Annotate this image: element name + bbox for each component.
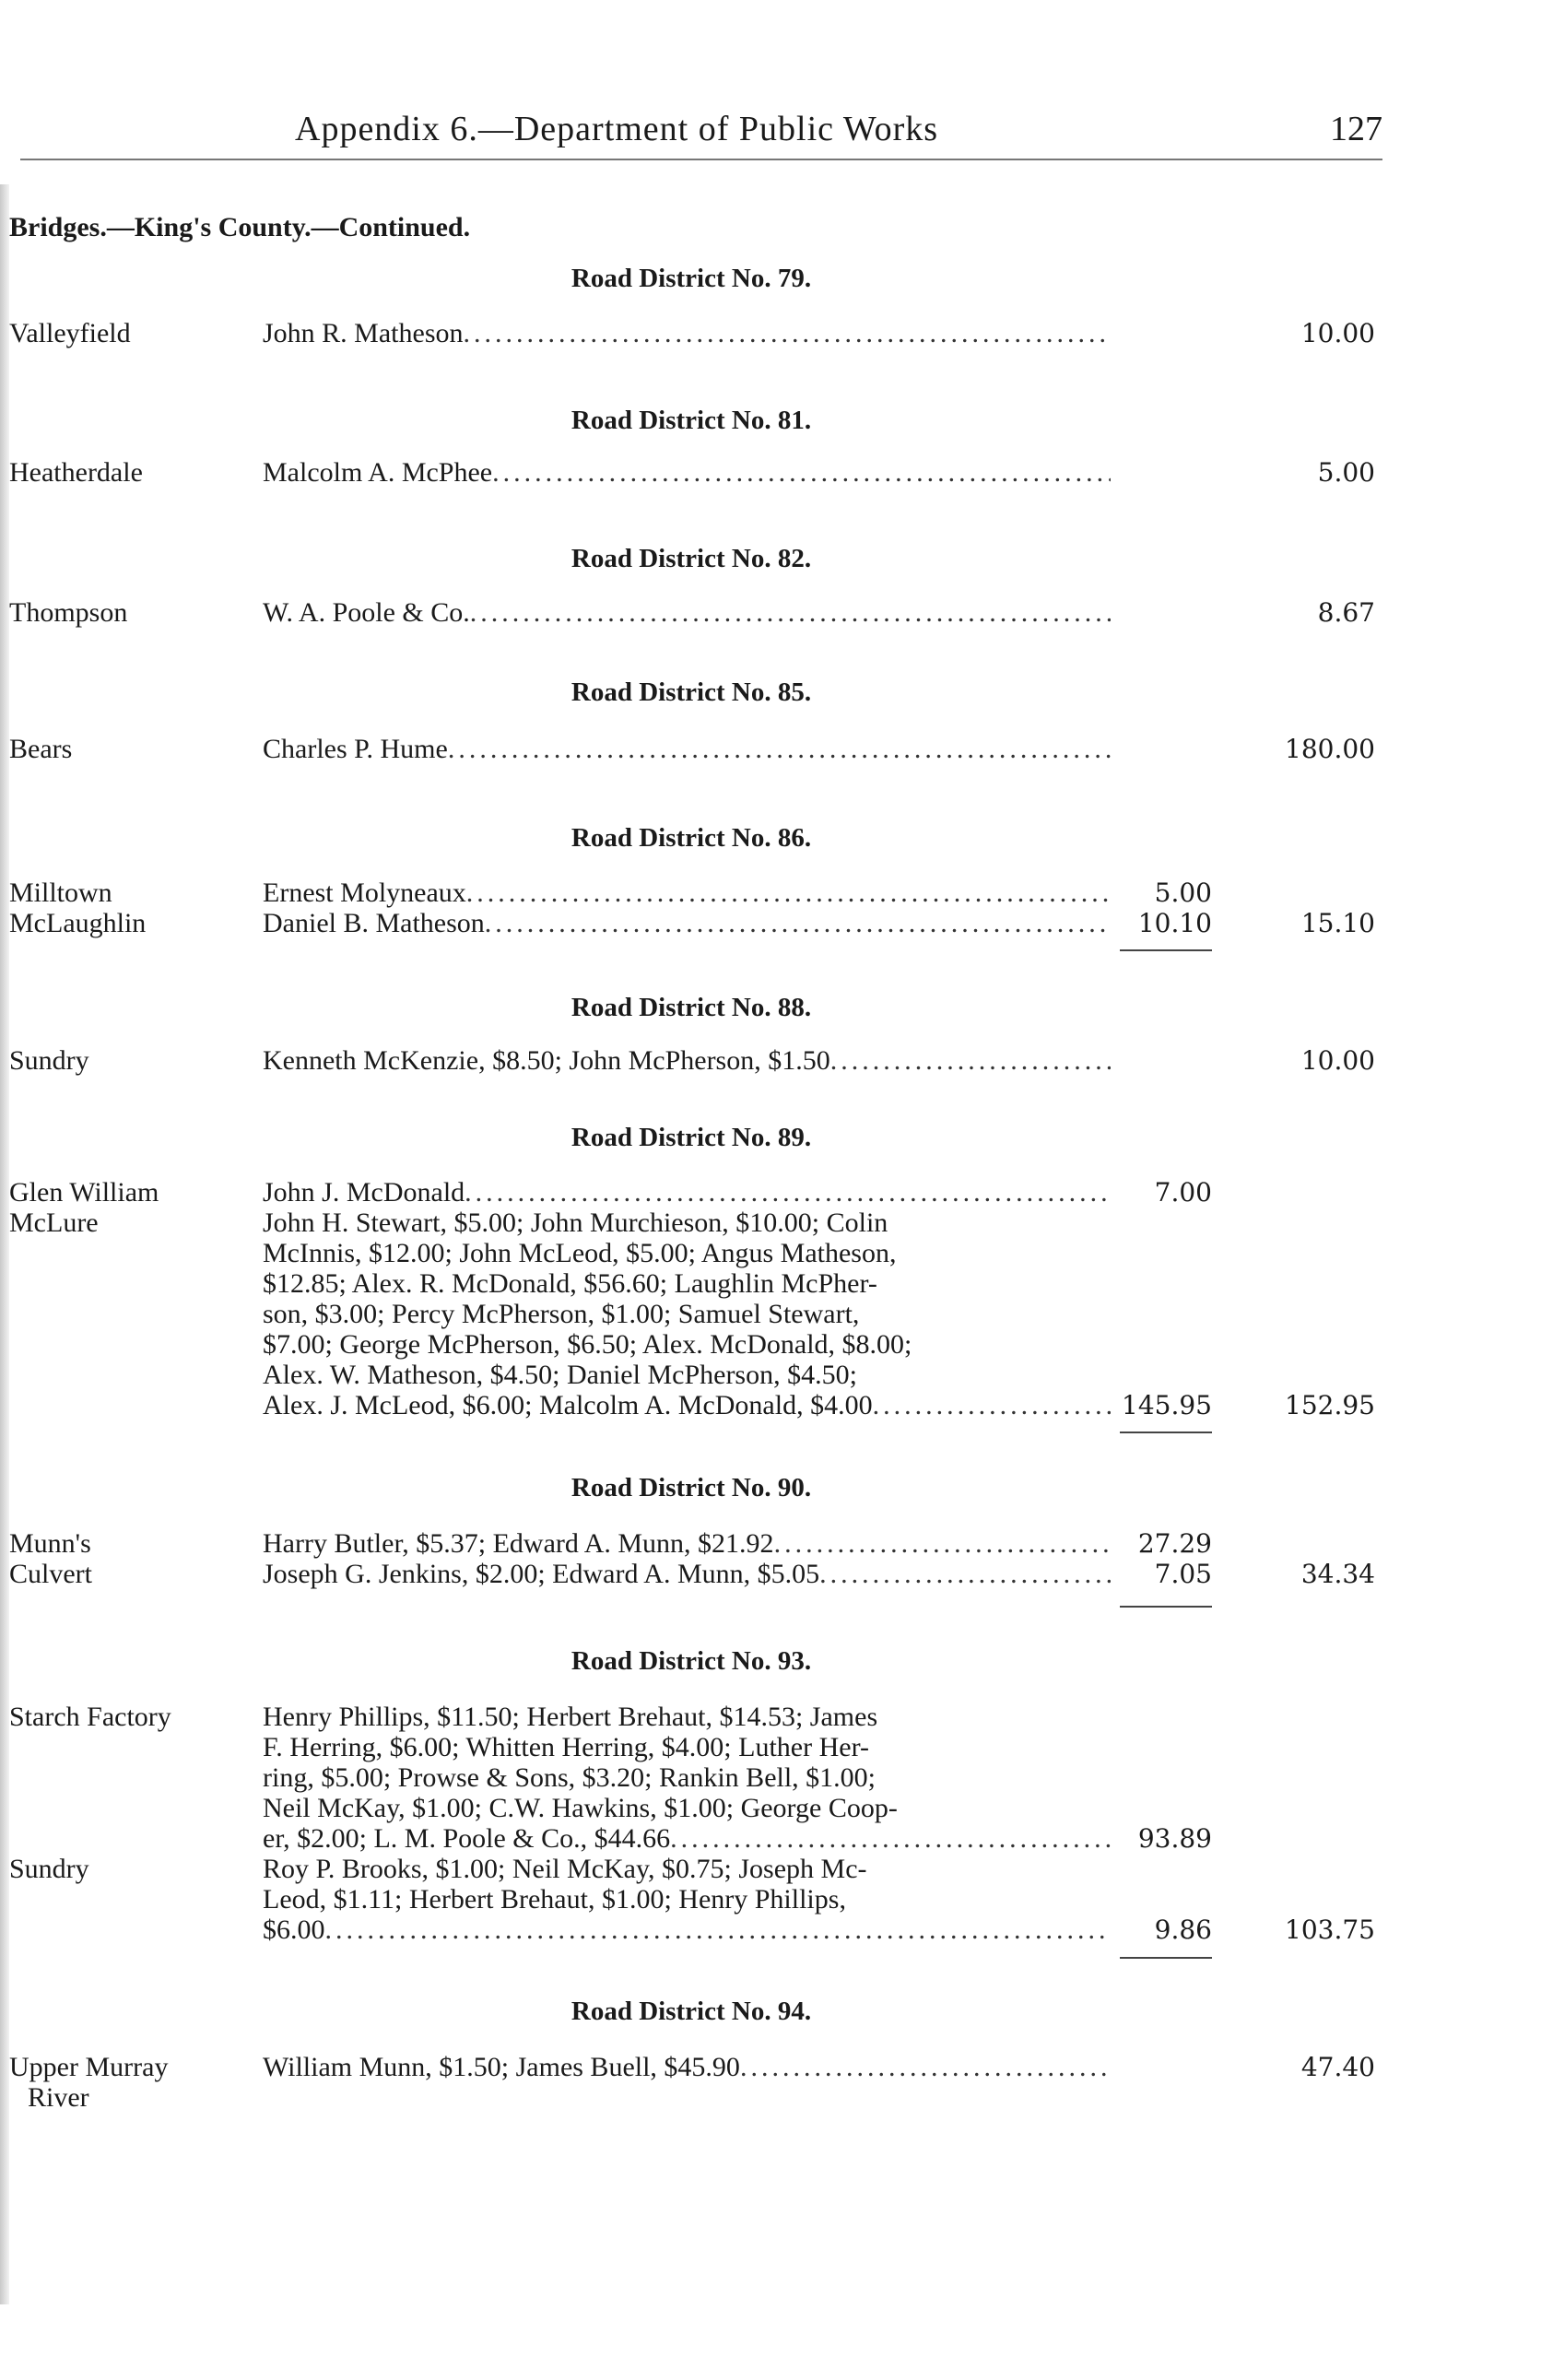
- district-heading: Road District No. 85.: [571, 677, 812, 707]
- place-name: Valleyfield: [9, 318, 131, 348]
- running-title: Appendix 6.—Department of Public Works: [295, 110, 939, 148]
- sum-rule: [1120, 1957, 1212, 1959]
- payee: Malcolm A. McPhee: [263, 457, 493, 488]
- payee: John J. McDonald: [263, 1177, 465, 1208]
- entry-description: [263, 597, 1111, 628]
- payee: William Munn, $1.50; James Buell, $45.90: [263, 2052, 740, 2082]
- description-line: $12.85; Alex. R. McDonald, $56.60; Laughlin McPher-: [263, 1268, 877, 1299]
- description-line: Neil McKay, $1.00; C.W. Hawkins, $1.00; George Coop-: [263, 1793, 898, 1823]
- entry-description: [263, 1702, 1111, 1854]
- page-number: 127: [1330, 110, 1382, 148]
- page-header: [0, 109, 1541, 164]
- place-name: Munn's: [9, 1528, 91, 1559]
- place-name: Thompson: [9, 597, 128, 628]
- scan-edge-shadow: [0, 184, 9, 2304]
- payee: Charles P. Hume: [263, 734, 448, 764]
- entry-description: [263, 1177, 1111, 1208]
- place-name: Glen William: [9, 1177, 159, 1208]
- place-name: Milltown: [9, 878, 112, 908]
- description-line: Roy P. Brooks, $1.00; Neil McKay, $0.75; Joseph Mc-: [263, 1854, 867, 1884]
- district-heading: Road District No. 93.: [571, 1646, 812, 1676]
- entry-description: [263, 1528, 1111, 1559]
- payee: Daniel B. Matheson: [263, 908, 485, 938]
- district-heading: Road District No. 82.: [571, 544, 812, 573]
- district-heading: Road District No. 90.: [571, 1473, 812, 1502]
- payee: W. A. Poole & Co.: [263, 597, 470, 628]
- payee: Joseph G. Jenkins, $2.00; Edward A. Munn, $5.05: [263, 1559, 820, 1589]
- sum-rule: [1120, 949, 1212, 951]
- sum-rule: [1120, 1606, 1212, 1608]
- entry-description: [263, 908, 1111, 938]
- district-total: 180.00: [1285, 734, 1375, 764]
- place-name: Culvert: [9, 1559, 92, 1589]
- entry-subtotal: 7.00: [1154, 1177, 1212, 1208]
- entry-description: [263, 1559, 1111, 1589]
- description-line: Alex. W. Matheson, $4.50; Daniel McPherson, $4.50;: [263, 1360, 857, 1390]
- district-total: 10.00: [1300, 318, 1375, 348]
- entry-subtotal: 27.29: [1137, 1528, 1212, 1559]
- payee: Alex. J. McLeod, $6.00; Malcolm A. McDonald, $4.00: [263, 1390, 873, 1420]
- district-heading: Road District No. 81.: [571, 406, 812, 435]
- place-line: River: [28, 2082, 89, 2113]
- place-line: Upper Murray: [9, 2052, 169, 2082]
- district-heading: Road District No. 89.: [571, 1123, 812, 1152]
- description-line: John H. Stewart, $5.00; John Murchieson, $10.00; Colin: [263, 1208, 888, 1238]
- description-line: F. Herring, $6.00; Whitten Herring, $4.00; Luther Her-: [263, 1732, 869, 1762]
- entry-description: [263, 878, 1111, 908]
- district-total: 103.75: [1285, 1915, 1375, 1945]
- entry-description: [263, 1854, 1111, 1945]
- district-total: 47.40: [1300, 2052, 1375, 2082]
- district-total: 8.67: [1317, 597, 1375, 628]
- entry-description: [263, 2052, 1111, 2082]
- header-rule: [20, 159, 1382, 160]
- district-heading: Road District No. 94.: [571, 1997, 812, 2026]
- district-total: 34.34: [1300, 1559, 1375, 1589]
- place-name: [9, 2052, 258, 2113]
- payee: Harry Butler, $5.37; Edward A. Munn, $21.92: [263, 1528, 774, 1559]
- description-line: McInnis, $12.00; John McLeod, $5.00; Angus Matheson,: [263, 1238, 897, 1268]
- place-name: McLaughlin: [9, 908, 147, 938]
- description-line: Henry Phillips, $11.50; Herbert Brehaut, $14.53; James: [263, 1702, 878, 1732]
- payee: er, $2.00; L. M. Poole & Co., $44.66: [263, 1823, 671, 1854]
- description-line: son, $3.00; Percy McPherson, $1.00; Samuel Stewart,: [263, 1299, 860, 1329]
- place-name: Heatherdale: [9, 457, 143, 488]
- description-line: ring, $5.00; Prowse & Sons, $3.20; Rankin Bell, $1.00;: [263, 1762, 876, 1793]
- payee: Ernest Molyneaux: [263, 878, 466, 908]
- entry-subtotal: 7.05: [1154, 1559, 1212, 1589]
- district-total: 10.00: [1300, 1045, 1375, 1076]
- place-name: McLure: [9, 1208, 99, 1238]
- section-heading: Bridges.—King's County.—Continued.: [9, 212, 471, 242]
- description-line: Leod, $1.11; Herbert Brehaut, $1.00; Henry Phillips,: [263, 1884, 846, 1915]
- payee: John R. Matheson: [263, 318, 464, 348]
- entry-description: [263, 1045, 1111, 1076]
- entry-subtotal: 145.95: [1122, 1390, 1212, 1420]
- district-total: 5.00: [1317, 457, 1375, 488]
- description-line: $7.00; George McPherson, $6.50; Alex. McDonald, $8.00;: [263, 1329, 912, 1360]
- place-name: Sundry: [9, 1045, 89, 1076]
- entry-subtotal: 93.89: [1137, 1823, 1212, 1854]
- entry-subtotal: 5.00: [1154, 878, 1212, 908]
- entry-description: [263, 457, 1111, 488]
- district-total: 152.95: [1285, 1390, 1375, 1420]
- entry-description: [263, 1208, 1111, 1420]
- payee: $6.00: [263, 1915, 325, 1945]
- place-name: Starch Factory: [9, 1702, 171, 1732]
- district-heading: Road District No. 79.: [571, 264, 812, 293]
- entry-description: [263, 318, 1111, 348]
- entry-description: [263, 734, 1111, 764]
- sum-rule: [1120, 1432, 1212, 1433]
- place-name: Sundry: [9, 1854, 89, 1884]
- district-heading: Road District No. 88.: [571, 993, 812, 1022]
- payee: Kenneth McKenzie, $8.50; John McPherson, $1.50: [263, 1045, 830, 1076]
- district-heading: Road District No. 86.: [571, 823, 812, 853]
- entry-subtotal: 9.86: [1154, 1915, 1212, 1945]
- district-total: 15.10: [1300, 908, 1375, 938]
- place-name: Bears: [9, 734, 73, 764]
- entry-subtotal: 10.10: [1137, 908, 1212, 938]
